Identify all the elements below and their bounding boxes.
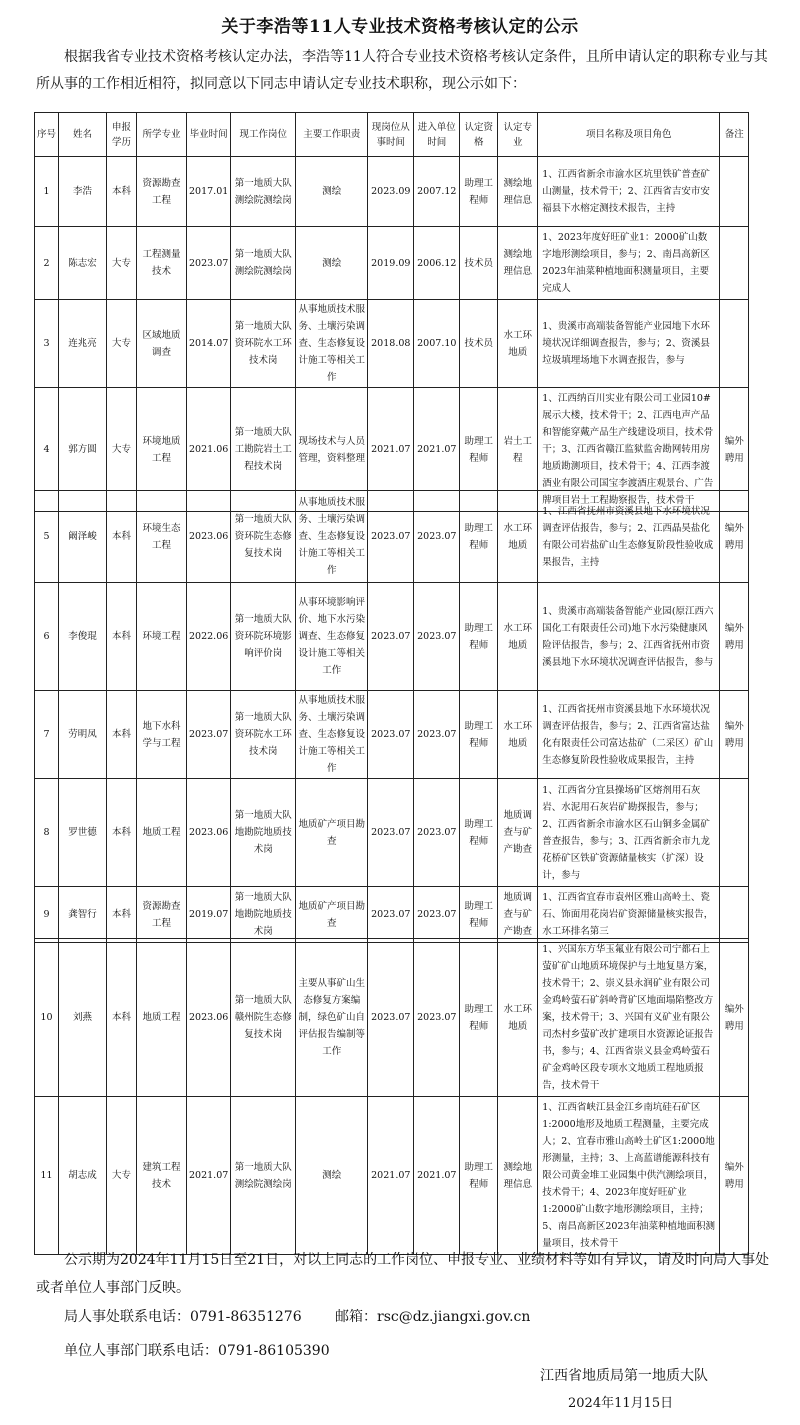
cell-note: 编外聘用 — [720, 939, 749, 1097]
personnel-table-page-3 — [34, 938, 749, 1255]
cell-edu: 本科 — [107, 583, 137, 691]
cell-no: 5 — [35, 491, 59, 583]
cell-post: 第一地质大队测绘院测绘岗 — [231, 227, 296, 300]
header-cell: 毕业时间 — [187, 113, 231, 157]
cell-edu: 大专 — [107, 300, 137, 388]
cell-edu: 大专 — [107, 1097, 137, 1255]
cell-level: 助理工程师 — [460, 779, 498, 887]
cell-major: 环境工程 — [137, 583, 187, 691]
cell-duty: 从事地质技术服务、土壤污染调查、生态修复设计施工等相关工作 — [296, 691, 368, 779]
table-row — [35, 157, 749, 227]
table-row — [35, 887, 749, 943]
table-header-row — [35, 113, 749, 157]
cell-grad: 2021.06 — [187, 388, 231, 512]
cell-duty: 从事地质技术服务、土壤污染调查、生态修复设计施工等相关工作 — [296, 300, 368, 388]
cell-note: 编外聘用 — [720, 583, 749, 691]
table-row — [35, 300, 749, 388]
cell-major: 环境地质工程 — [137, 388, 187, 512]
cell-spec: 地质调查与矿产勘查 — [498, 887, 538, 943]
header-cell: 备注 — [720, 113, 749, 157]
table-row — [35, 1097, 749, 1255]
cell-major: 区域地质调查 — [137, 300, 187, 388]
header-cell: 序号 — [35, 113, 59, 157]
cell-level: 技术员 — [460, 300, 498, 388]
cell-level: 助理工程师 — [460, 583, 498, 691]
cell-projects: 1、贵溪市高端装备智能产业园地下水环境状况详细调查报告，参与；2、资溪县垃圾填埋场地下水调查报告，参与 — [538, 300, 720, 388]
cell-name: 罗世德 — [59, 779, 107, 887]
cell-major: 工程测量技术 — [137, 227, 187, 300]
cell-projects: 1、江西省宜春市袁州区雅山高岭土、瓷石、饰面用花岗岩矿资源储量核实报告，水工环排名第三 — [538, 887, 720, 943]
cell-grad: 2014.07 — [187, 300, 231, 388]
cell-duty: 从事环境影响评价、地下水污染调查、生态修复设计施工等相关工作 — [296, 583, 368, 691]
cell-since: 2021.07 — [368, 388, 414, 512]
cell-note: 编外聘用 — [720, 1097, 749, 1255]
signature-org: 江西省地质局第一地质大队 — [540, 1368, 708, 1384]
cell-since: 2018.08 — [368, 300, 414, 388]
cell-since: 2021.07 — [368, 1097, 414, 1255]
cell-spec: 水工环地质 — [498, 939, 538, 1097]
cell-since: 2023.07 — [368, 887, 414, 943]
cell-since: 2019.09 — [368, 227, 414, 300]
table-row — [35, 583, 749, 691]
cell-level: 助理工程师 — [460, 691, 498, 779]
table-row — [35, 779, 749, 887]
cell-spec: 岩土工程 — [498, 388, 538, 512]
cell-projects: 1、兴国东方华玉氟业有限公司宁都石上萤矿矿山地质环境保护与土地复垦方案，技术骨干；2、崇义县永润矿业有限公司金鸡岭萤石矿斜岭背矿区地面塌陷整改方案，技术骨干；3、兴国有义矿业有限公司杰村乡萤矿改扩建项目水资源论证报告书，参与；4、江西省崇义县金鸡岭萤石矿金鸡岭区段专项水文地质工程地质报告，技术骨干 — [538, 939, 720, 1097]
cell-no: 2 — [35, 227, 59, 300]
cell-join: 2021.07 — [414, 1097, 460, 1255]
cell-note: 编外聘用 — [720, 691, 749, 779]
cell-projects: 1、江西省分宜县操场矿区熔剂用石灰岩、水泥用石灰岩矿勘探报告，参与；2、江西省新余市渝水区石山铜多金属矿普查报告，参与；3、江西省新余市九龙花桥矿区铁矿资源储量核实（扩深）设计，参与 — [538, 779, 720, 887]
cell-since: 2023.07 — [368, 691, 414, 779]
contact-email[interactable]: 邮箱：rsc@dz.jiangxi.gov.cn — [335, 1309, 531, 1325]
cell-grad: 2019.07 — [187, 887, 231, 943]
header-cell: 现岗位从事时间 — [368, 113, 414, 157]
cell-edu: 大专 — [107, 227, 137, 300]
cell-level: 技术员 — [460, 227, 498, 300]
cell-major: 建筑工程技术 — [137, 1097, 187, 1255]
cell-no: 1 — [35, 157, 59, 227]
cell-post: 第一地质大队赣州院生态修复技术岗 — [231, 939, 296, 1097]
cell-name: 连兆亮 — [59, 300, 107, 388]
cell-major: 资源勘查工程 — [137, 157, 187, 227]
cell-edu: 本科 — [107, 157, 137, 227]
cell-grad: 2023.07 — [187, 691, 231, 779]
cell-note — [720, 300, 749, 388]
header-cell: 认定专业 — [498, 113, 538, 157]
bureau-phone: 局人事处联系电话：0791-86351276 — [64, 1309, 302, 1325]
cell-grad: 2023.07 — [187, 227, 231, 300]
cell-name: 李俊琨 — [59, 583, 107, 691]
cell-no: 6 — [35, 583, 59, 691]
cell-since: 2023.07 — [368, 491, 414, 583]
cell-duty: 地质矿产项目勘查 — [296, 779, 368, 887]
cell-major: 地质工程 — [137, 779, 187, 887]
cell-projects: 1、江西省抚州市资溪县地下水环境状况调查评估报告，参与；2、江西晶昊盐化有限公司岩盐矿山生态修复阶段性验收成果报告，主持 — [538, 491, 720, 583]
cell-grad: 2017.01 — [187, 157, 231, 227]
table-row — [35, 227, 749, 300]
cell-join: 2023.07 — [414, 491, 460, 583]
table-row — [35, 491, 749, 583]
cell-no: 10 — [35, 939, 59, 1097]
cell-note — [720, 157, 749, 227]
cell-level: 助理工程师 — [460, 887, 498, 943]
table-row — [35, 691, 749, 779]
cell-level: 助理工程师 — [460, 388, 498, 512]
cell-level: 助理工程师 — [460, 939, 498, 1097]
cell-grad: 2023.06 — [187, 939, 231, 1097]
cell-no: 7 — [35, 691, 59, 779]
cell-join: 2021.07 — [414, 388, 460, 512]
cell-edu: 本科 — [107, 779, 137, 887]
cell-duty: 测绘 — [296, 157, 368, 227]
cell-note: 编外聘用 — [720, 388, 749, 512]
cell-major: 地质工程 — [137, 939, 187, 1097]
cell-name: 郭方圆 — [59, 388, 107, 512]
cell-projects: 1、贵溪市高端装备智能产业园(原江西六国化工有限责任公司)地下水污染健康风险评估报告，参与；2、江西省抚州市资溪县地下水环境状况调查评估报告，参与 — [538, 583, 720, 691]
personnel-table-page-2 — [34, 490, 749, 943]
cell-since: 2023.07 — [368, 583, 414, 691]
cell-edu: 本科 — [107, 939, 137, 1097]
header-cell: 现工作岗位 — [231, 113, 296, 157]
cell-grad: 2021.07 — [187, 1097, 231, 1255]
header-cell: 认定资格 — [460, 113, 498, 157]
cell-major: 资源勘查工程 — [137, 887, 187, 943]
cell-duty: 主要从事矿山生态修复方案编制，绿色矿山自评估报告编制等工作 — [296, 939, 368, 1097]
personnel-table-page-1 — [34, 112, 749, 512]
cell-note: 编外聘用 — [720, 491, 749, 583]
cell-join: 2023.07 — [414, 583, 460, 691]
cell-level: 助理工程师 — [460, 157, 498, 227]
cell-spec: 水工环地质 — [498, 691, 538, 779]
cell-spec: 测绘地理信息 — [498, 157, 538, 227]
cell-major: 地下水科学与工程 — [137, 691, 187, 779]
cell-edu: 本科 — [107, 491, 137, 583]
cell-join: 2007.12 — [414, 157, 460, 227]
cell-no: 11 — [35, 1097, 59, 1255]
intro-paragraph: 根据我省专业技术资格考核认定办法，李浩等11人符合专业技术资格考核认定条件，且所申请认定的职称专业与其所从事的工作相近相符，拟同意以下同志申请认定专业技术职称，现公示如下： — [36, 49, 768, 92]
header-cell: 所学专业 — [137, 113, 187, 157]
cell-edu: 本科 — [107, 691, 137, 779]
header-cell: 申报学历 — [107, 113, 137, 157]
cell-join: 2023.07 — [414, 779, 460, 887]
unit-phone: 单位人事部门联系电话：0791-86105390 — [64, 1343, 330, 1359]
cell-name: 劳明凤 — [59, 691, 107, 779]
cell-since: 2023.07 — [368, 779, 414, 887]
cell-grad: 2022.06 — [187, 583, 231, 691]
cell-post: 第一地质大队资环院生态修复技术岗 — [231, 491, 296, 583]
cell-join: 2023.07 — [414, 691, 460, 779]
cell-post: 第一地质大队资环院水工环技术岗 — [231, 691, 296, 779]
cell-projects: 1、江西省抚州市资溪县地下水环境状况调查评估报告，参与；2、江西省富达盐化有限责任公司富达盐矿（二采区）矿山生态修复阶段性验收成果报告，主持 — [538, 691, 720, 779]
cell-edu: 本科 — [107, 887, 137, 943]
cell-post: 第一地质大队测绘院测绘岗 — [231, 157, 296, 227]
cell-projects: 1、江西省峡江县金江乡南坑硅石矿区1:2000地形及地质工程测量，主要完成人；2、宜春市雅山高岭土矿区1:2000地形测量，主持；3、上高蓝谱能源科技有限公司黄金堆工业园集中供汽测绘项目，技术骨干；4、2023年度好旺矿业1:2000矿山数字地形测绘项目，主持；5、南昌高新区2023年油菜种植地面积测量项目，技术骨干 — [538, 1097, 720, 1255]
cell-duty: 测绘 — [296, 227, 368, 300]
table-row — [35, 939, 749, 1097]
cell-spec: 水工环地质 — [498, 583, 538, 691]
cell-join: 2023.07 — [414, 887, 460, 943]
cell-level: 助理工程师 — [460, 491, 498, 583]
cell-note — [720, 227, 749, 300]
cell-no: 8 — [35, 779, 59, 887]
cell-name: 李浩 — [59, 157, 107, 227]
header-cell: 姓名 — [59, 113, 107, 157]
cell-spec: 测绘地理信息 — [498, 227, 538, 300]
cell-duty: 从事地质技术服务、土壤污染调查、生态修复设计施工等相关工作 — [296, 491, 368, 583]
cell-projects: 1、江西纳百川实业有限公司工业园10#展示大楼，技术骨干；2、江西电声产品和智能穿戴产品生产线建设项目，技术骨干；3、江西省赣江监狱监舍勘网转用房地质勘测项目，技术骨干；4、江西李渡酒业有限公司国宝李渡酒庄观景台、广告牌项目岩土工程勘察报告，技术骨干 — [538, 388, 720, 512]
cell-projects: 1、2023年度好旺矿业1：2000矿山数字地形测绘项目，参与；2、南昌高新区2023年油菜种植地面积测量项目，主要完成人 — [538, 227, 720, 300]
cell-join: 2007.10 — [414, 300, 460, 388]
cell-name: 陈志宏 — [59, 227, 107, 300]
cell-duty: 现场技术与人员管理，资料整理 — [296, 388, 368, 512]
cell-since: 2023.07 — [368, 939, 414, 1097]
cell-note — [720, 887, 749, 943]
cell-major: 环境生态工程 — [137, 491, 187, 583]
cell-join: 2006.12 — [414, 227, 460, 300]
signature-date: 2024年11月15日 — [568, 1396, 674, 1411]
cell-since: 2023.09 — [368, 157, 414, 227]
cell-name: 阚泽峻 — [59, 491, 107, 583]
cell-name: 龚智行 — [59, 887, 107, 943]
notice-paragraph: 公示期为2024年11月15日至21日，对以上同志的工作岗位、申报专业、业绩材料等如有异议，请及时向局人事处或者单位人事部门反映。 — [36, 1252, 770, 1296]
cell-no: 3 — [35, 300, 59, 388]
cell-spec: 水工环地质 — [498, 491, 538, 583]
cell-edu: 大专 — [107, 388, 137, 512]
cell-post: 第一地质大队地勘院地质技术岗 — [231, 887, 296, 943]
cell-post: 第一地质大队资环院环境影响评价岗 — [231, 583, 296, 691]
cell-no: 9 — [35, 887, 59, 943]
header-cell: 项目名称及项目角色 — [538, 113, 720, 157]
cell-spec: 水工环地质 — [498, 300, 538, 388]
cell-post: 第一地质大队工勘院岩土工程技术岗 — [231, 388, 296, 512]
cell-join: 2023.07 — [414, 939, 460, 1097]
cell-note — [720, 779, 749, 887]
cell-projects: 1、江西省新余市渝水区坑里铁矿普查矿山测量，技术骨干；2、江西省吉安市安福县下水榕定测技术报告，主持 — [538, 157, 720, 227]
header-cell: 进入单位时间 — [414, 113, 460, 157]
cell-grad: 2023.06 — [187, 491, 231, 583]
cell-spec: 地质调查与矿产勘查 — [498, 779, 538, 887]
header-cell: 主要工作职责 — [296, 113, 368, 157]
cell-post: 第一地质大队资环院水工环技术岗 — [231, 300, 296, 388]
cell-no: 4 — [35, 388, 59, 512]
cell-post: 第一地质大队测绘院测绘岗 — [231, 1097, 296, 1255]
cell-duty: 地质矿产项目勘查 — [296, 887, 368, 943]
document-title: 关于李浩等11人专业技术资格考核认定的公示 — [221, 17, 579, 37]
cell-spec: 测绘地理信息 — [498, 1097, 538, 1255]
cell-name: 刘燕 — [59, 939, 107, 1097]
cell-post: 第一地质大队地勘院地质技术岗 — [231, 779, 296, 887]
cell-name: 胡志成 — [59, 1097, 107, 1255]
cell-duty: 测绘 — [296, 1097, 368, 1255]
cell-grad: 2023.06 — [187, 779, 231, 887]
cell-level: 助理工程师 — [460, 1097, 498, 1255]
